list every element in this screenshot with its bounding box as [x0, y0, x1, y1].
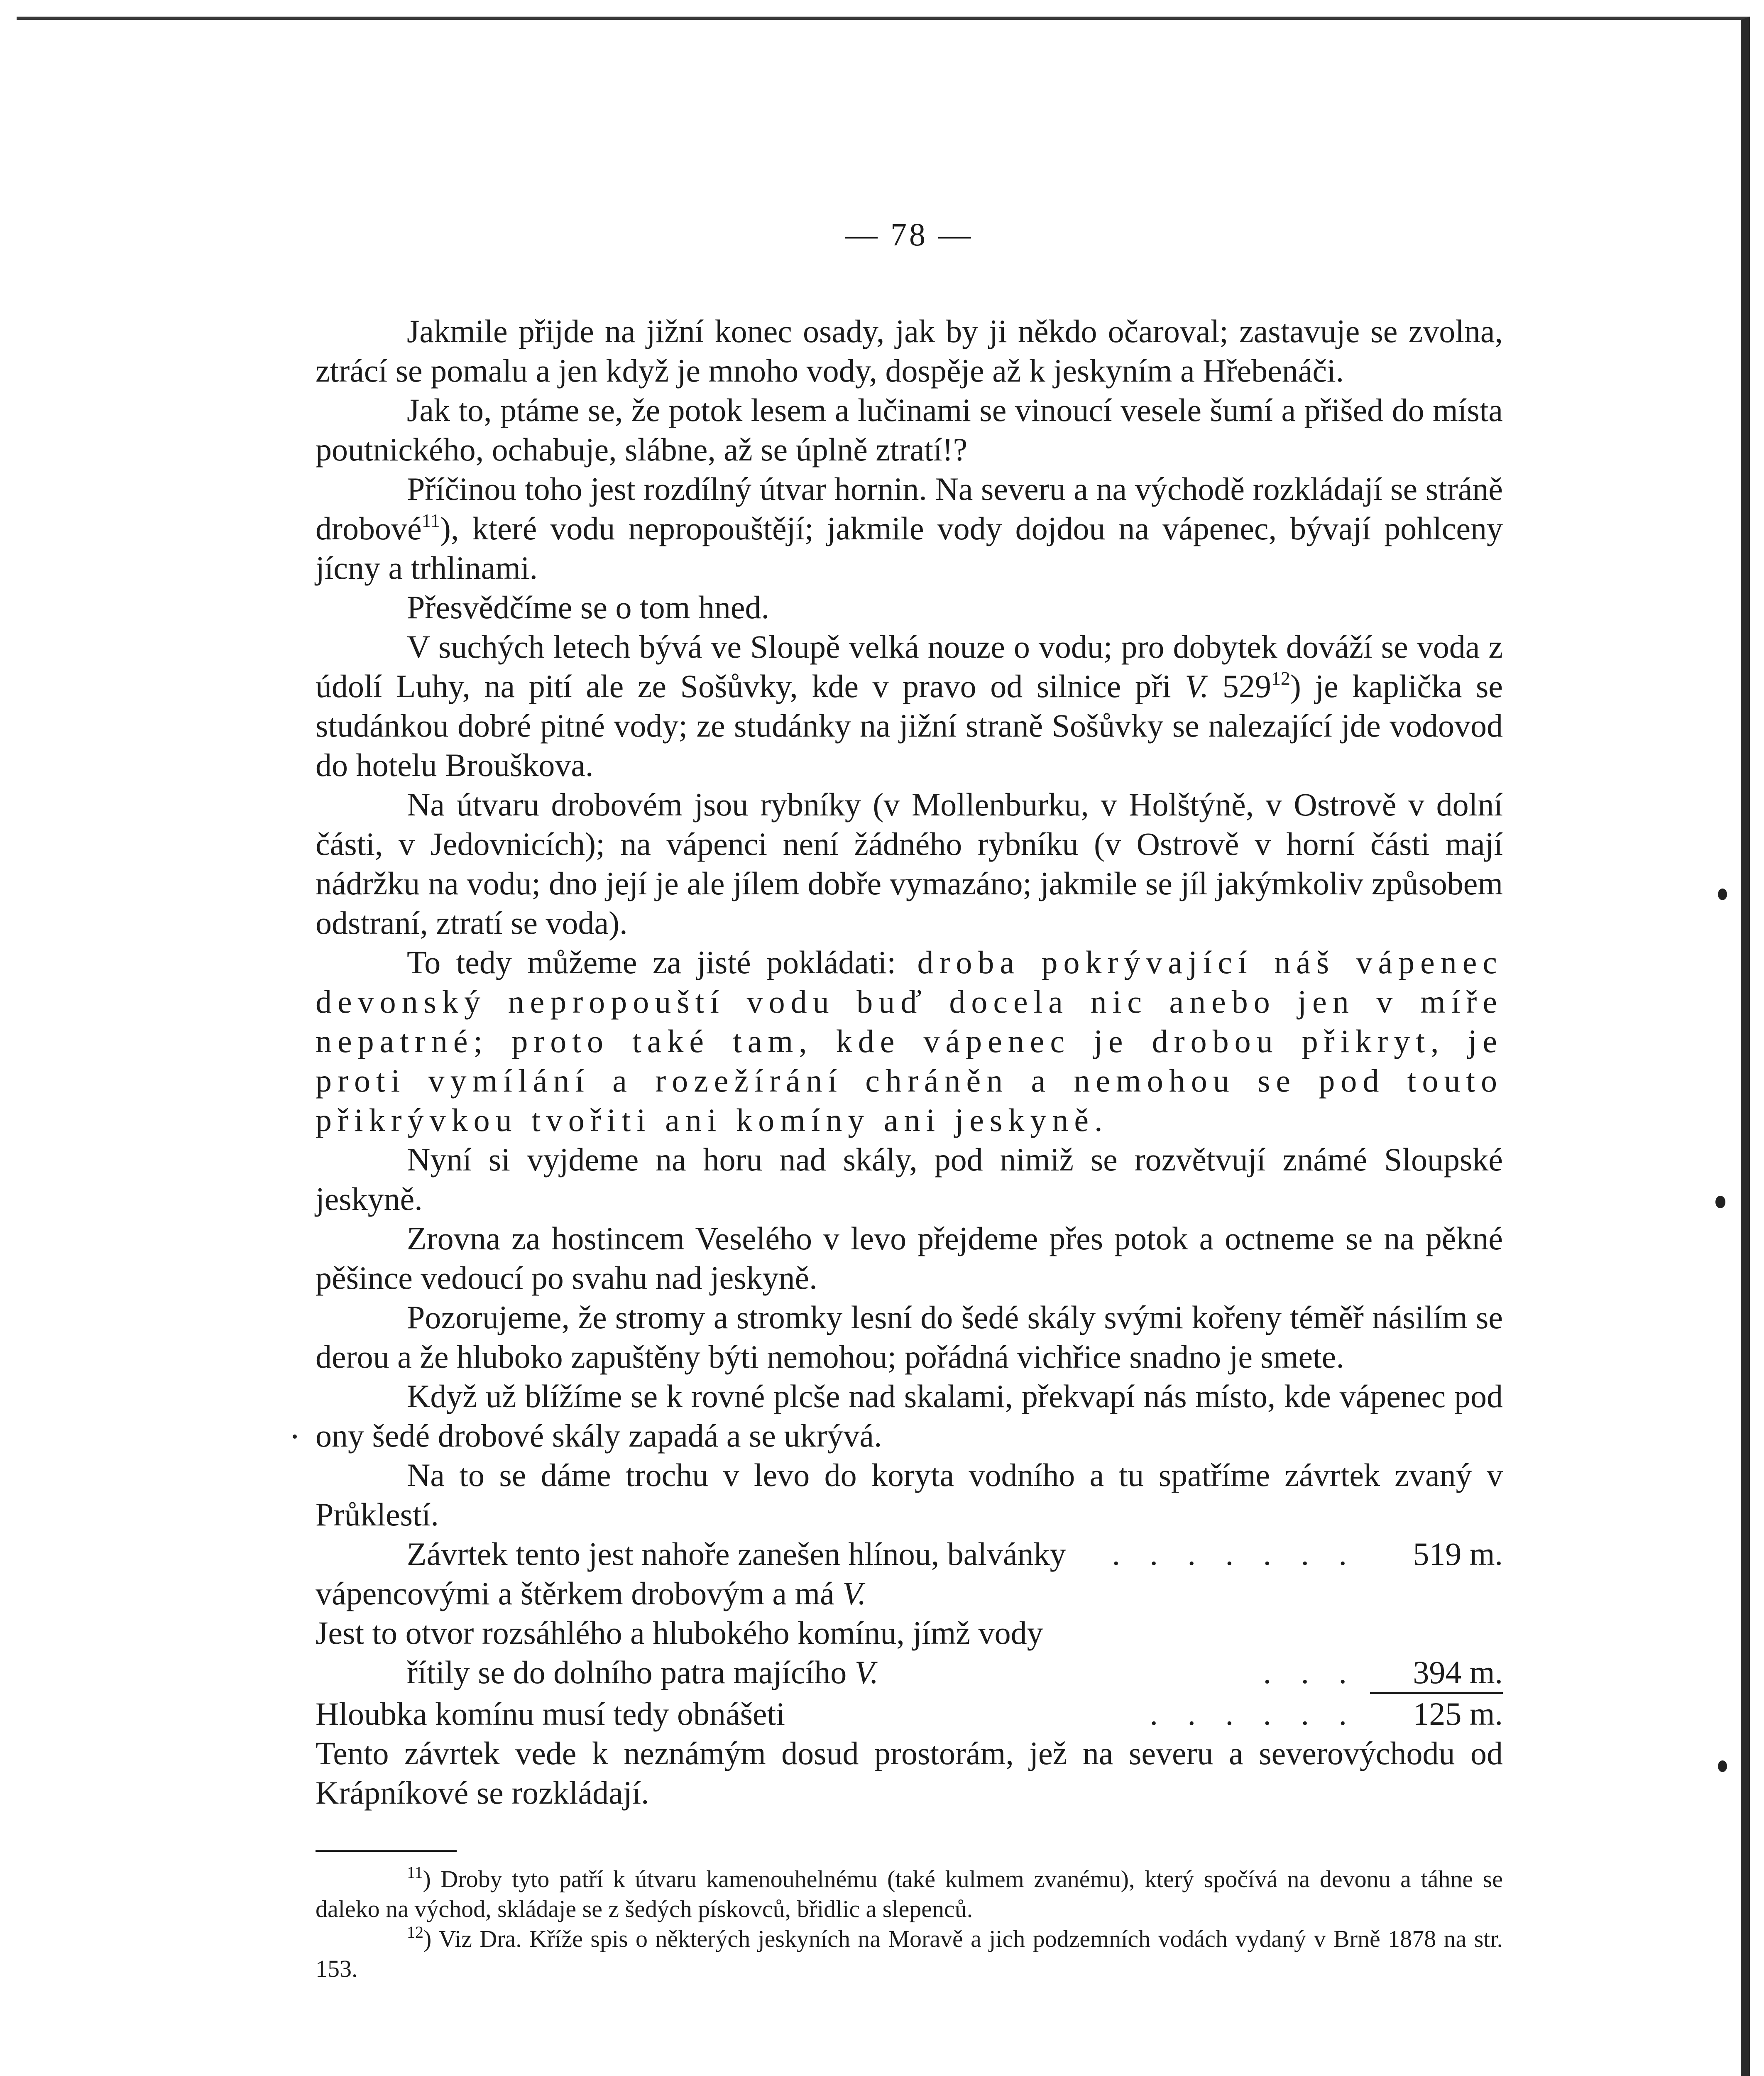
paragraph	[316, 627, 1503, 785]
calc-label	[316, 1534, 1100, 1613]
calc-label: Hloubka komínu musí tedy obnášeti	[316, 1696, 785, 1732]
spaced-emphasis: droba pokrývající náš vápenec devonský nepropouští vodu buď docela nic anebo jen v míře nepatrné; proto také tam, kde vápenec je drobou přikryt, je proti vymílání a rozežírání chráněn a nemohou se pod touto přikrývkou tvořiti ani komíny ani jeskyně.	[316, 944, 1503, 1138]
calc-value: 125 m.	[1413, 1696, 1503, 1732]
paragraph: Nyní si vyjdeme na horu nad skály, pod nimiž se rozvětvují známé Sloupské jeskyně.	[316, 1141, 1503, 1217]
body-text	[316, 311, 1503, 1534]
calc-value: 519 m.	[1413, 1536, 1503, 1572]
calc-text: Jest to otvor rozsáhlého a hlubokého komínu, jímž vody	[316, 1615, 1043, 1651]
edge-speck	[293, 1435, 297, 1439]
paragraph-emphasized	[316, 943, 1503, 1140]
paragraph: Zrovna za hostincem Veselého v levo přejdeme přes potok a octneme se na pěkné pěšince vedoucí po svahu nad jeskyně.	[316, 1220, 1503, 1296]
footnote-text: ) Droby tyto patří k útvaru kamenouhelnému (také kulmem zvanému), který spočívá na devonu a táhne se daleko na východ, skládaje se z šedých pískovců, břidlic a slepenců.	[316, 1865, 1503, 1922]
elevation-symbol: V.	[854, 1654, 878, 1690]
footnote	[316, 1924, 1503, 1984]
paragraph: Přesvědčíme se o tom hned.	[407, 589, 769, 625]
paragraph: Na útvaru drobovém jsou rybníky (v Mollenburku, v Holštýně, v Ostrově v dolní části, v Jedovnicích); na vápenci není žádného rybníku (v Ostrově v horní části mají nádržku na vodu; dno její je ale jílem dobře vymazáno; jakmile se jíl jakýmkoliv způsobem odstraní, ztratí se voda).	[316, 786, 1503, 941]
document-page	[316, 216, 1503, 1984]
page-number: — 78 —	[845, 216, 974, 252]
paragraph-text: Příčinou toho jest rozdílný útvar hornin. Na severu a na východě rozkládají se stráně drobové	[316, 471, 1503, 546]
calc-row-lower	[316, 1652, 1503, 1694]
paragraph-text: V suchých letech bývá ve Sloupě velká nouze o vodu; pro dobytek dováží se voda z údolí Luhy, na pití ale ze Sošůvky, kde v pravo od silnice při	[316, 629, 1503, 704]
paragraph	[316, 469, 1503, 588]
paragraph-text: To tedy můžeme za jisté pokládati:	[407, 944, 896, 980]
footnote-mark: 11	[407, 1863, 423, 1882]
footnote-ref: 12	[1271, 668, 1290, 689]
footnote-text: ) Viz Dra. Kříže spis o některých jeskyních na Moravě a jich podzemních vodách vydaný v Brně 1878 na str. 153.	[316, 1925, 1503, 1982]
elevation-symbol: V.	[1185, 668, 1209, 704]
paragraph-text: ), které vodu nepropouštějí; jakmile vody dojdou na vápenec, bývají pohlceny jícny a trhlinami.	[316, 510, 1503, 586]
elevation-symbol: V.	[842, 1575, 866, 1611]
footnote-ref: 11	[421, 510, 440, 531]
edge-speck	[1718, 1760, 1727, 1772]
leader-dots: . . .	[1263, 1654, 1358, 1690]
edge-speck	[1718, 889, 1727, 900]
calc-row-surface	[316, 1534, 1503, 1613]
footnote-mark: 12	[407, 1923, 423, 1941]
footnote	[316, 1864, 1503, 1924]
footnotes	[316, 1864, 1503, 1984]
calc-value: 394 m.	[1370, 1652, 1503, 1694]
depth-calculation	[316, 1534, 1503, 1812]
paragraph: Na to se dáme trochu v levo do koryta vodního a tu spatříme závrtek zvaný v Průklestí.	[316, 1457, 1503, 1533]
paragraph: Jak to, ptáme se, že potok lesem a lučinami se vinoucí vesele šumí a přišed do místa poutnického, ochabuje, slábne, až se úplně ztratí!?	[316, 392, 1503, 468]
leader-dots: . . . . . .	[1150, 1696, 1358, 1732]
calc-label-text: Závrtek tento jest nahoře zanešen hlínou, balvánky vápencovými a štěrkem drobovým a má	[316, 1536, 1066, 1611]
calc-label-text: řítily se do dolního patra majícího	[407, 1654, 847, 1690]
edge-speck	[1715, 1196, 1725, 1208]
calc-row-depth	[316, 1694, 1503, 1733]
paragraph-text: ) je kaplička se studánkou dobré pitné vody; ze studánky na jižní straně Sošůvky se nalezající jde vodovod do hotelu Brouškova.	[316, 668, 1503, 783]
closing-paragraph: Tento závrtek vede k neznámým dosud prostorám, jež na severu a severovýchodu od Krápníkové se rozkládají.	[316, 1735, 1503, 1811]
paragraph: Pozorujeme, že stromy a stromky lesní do šedé skály svými kořeny téměř násilím se derou a že hluboko zapuštěny býti nemohou; pořádná vichřice snadno je smete.	[316, 1299, 1503, 1375]
leader-dots: . . . . . . .	[1112, 1536, 1358, 1572]
footnote-divider	[316, 1850, 457, 1852]
paragraph: Jakmile přijde na jižní konec osady, jak by ji někdo očaroval; zastavuje se zvolna, ztrácí se pomalu a jen když je mnoho vody, dospěje až k jeskyním a Hřebenáči.	[316, 313, 1503, 389]
elevation-number: 529	[1222, 668, 1271, 704]
calc-label	[316, 1652, 1251, 1692]
paragraph: Když už blížíme se k rovné plcše nad skalami, překvapí nás místo, kde vápenec pod ony šedé drobové skály zapadá a se ukrývá.	[316, 1378, 1503, 1454]
